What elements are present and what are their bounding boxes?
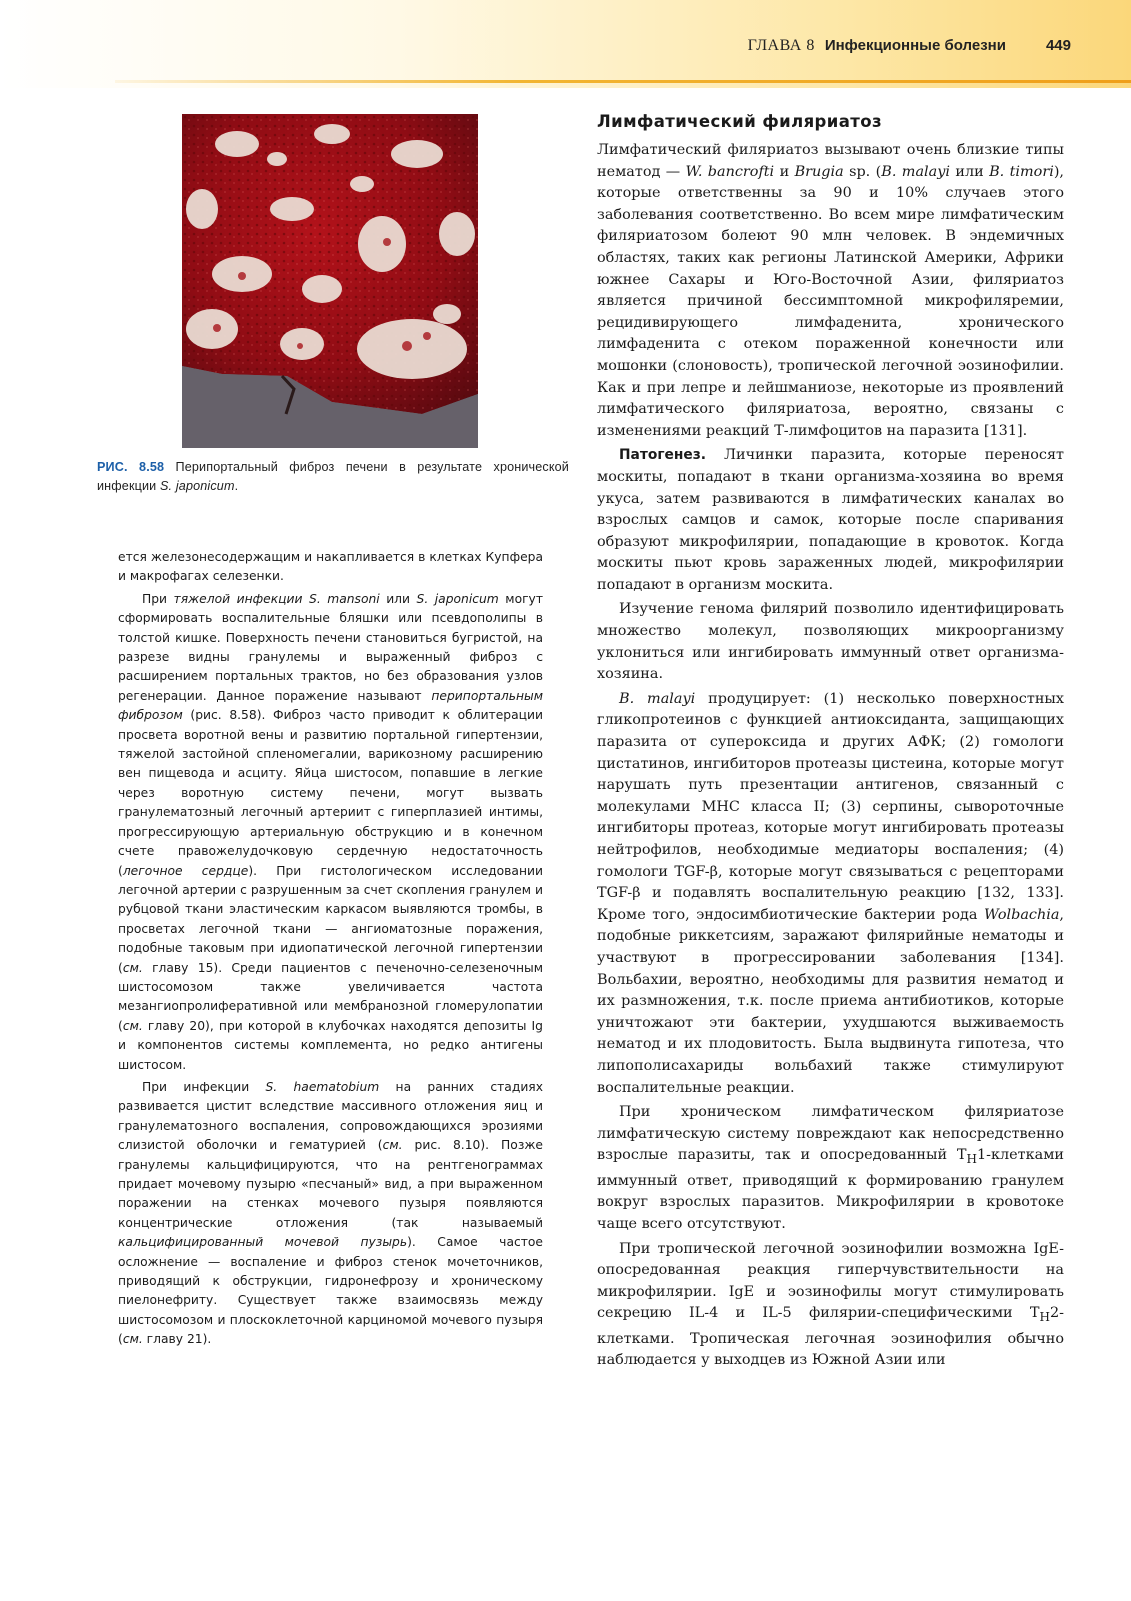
- caption-text: Перипортальный фиброз печени в результате хронической инфекции: [97, 460, 569, 493]
- right-paragraph-6: При тропической легочной эозинофилии возможна IgE-опосредованная реакция гиперчувствительности на микрофилярии. IgE и эозинофилы могут стимулировать секрецию IL-4 и IL-5 филярии-специфическими $T_H2$-клетками. Тропическая легочная эозинофилия обычно наблюдается у выходцев из Южной Азии или: [597, 1240, 1064, 1369]
- left-paragraph-1: ется железонесодержащим и накапливается в клетках Купфера и макрофагах селезенки.: [118, 550, 543, 584]
- header-rule: [115, 80, 1131, 83]
- running-head: [748, 37, 1071, 59]
- right-paragraph-3: Изучение генома филярий позволило идентифицировать множество молекул, позволяющих микроорганизму уклониться или ингибировать иммунный ответ организма-хозяина.: [597, 601, 1064, 683]
- chapter-label: ГЛАВА 8: [747, 37, 815, 54]
- figure-label: РИС. 8.58: [97, 460, 165, 474]
- right-column: [597, 110, 1064, 1372]
- caption-species: S. japonicum: [160, 479, 235, 493]
- caption-end: .: [234, 479, 239, 493]
- left-paragraph-2: При тяжелой инфекции S. mansoni или S. japonicum могут сформировать воспалительные бляшки или псевдополипы в толстой кишке. Поверхность печени становиться бугристой, на разрезе видны гранулемы и выраженный фиброз с расширением портальных трактов, но без образования узлов регенерации. Данное поражение называют перипортальным фиброзом (рис. 8.58). Фиброз часто приводит к облитерации просвета воротной вены и развитию портальной гипертензии, тяжелой застойной спленомегалии, варикозному расширению вен пищевода и асциту. Яйца шистосом, попавшие в легкие через воротную систему печени, могут вызвать гранулематозный легочный артериит с гиперплазией интимы, прогрессирующую артериальную обструкцию и в конечном счете правожелудочковую сердечную недостаточность (легочное сердце). При гистологическом исследовании легочной артерии с разрушенным за счет скопления гранулем и рубцовой ткани эластическим каркасом выявляются тромбы, в просветах легочной ткани — ангиоматозные поражения, подобные таковым при идиопатической легочной гипертензии (см. главу 15). Среди пациентов с печеночно-селезеночным шистосомозом также увеличивается частота мезангиопролиферативной или мембранозной гломерулопатии (см. главу 20), при которой в клубочках находятся депозиты Ig и компонентов системы комплемента, но редко антигены шистосом.: [118, 591, 543, 1072]
- left-column: [118, 548, 543, 1350]
- right-paragraph-4: B. malayi продуцирует: (1) несколько поверхностных гликопротеинов с функцией антиоксиданта, защищающих паразита от супероксида и других АФК; (2) гомологи цистатинов, ингибиторов протеазы цистеина, которые могут нарушать путь презентации антигенов, связанный с молекулами MHC класса II; (3) серпины, сывороточные ингибиторы протеаз, которые могут ингибировать протеазы нейтрофилов, необходимые медиаторы воспаления; (4) гомологи TGF-β, которые могут связываться с рецепторами TGF-β и подавлять воспалительную реакцию [132, 133]. Кроме того, эндосимбиотические бактерии рода Wolbachia, подобные риккетсиям, заражают филярийные нематоды и участвуют в прогрессировании заболевания [134]. Вольбахии, вероятно, необходимы для развития нематод и их размножения, т.к. после приема антибиотиков, которые уничтожают эти бактерии, ухудшаются выживаемость нематод и их плодовитость. Была выдвинута гипотеза, что липополисахариды вольбахий также стимулируют воспалительные реакции.: [597, 690, 1064, 1096]
- section-heading: Лимфатический филяриатоз: [597, 112, 882, 131]
- pathogenesis-term: Патогенез.: [619, 447, 707, 464]
- liver-specimen-photo: [182, 114, 478, 448]
- right-paragraph-2: Патогенез. Личинки паразита, которые переносят москиты, попадают в ткани организма-хозяина во время укуса, затем развиваются в лимфатических каналах во взрослых самцов и самок, которые после спаривания образуют микрофилярии, попадающие в кровоток. Когда москиты пьют кровь зараженных людей, микрофилярии попадают в организм москита.: [597, 447, 1064, 593]
- chapter-title: Инфекционные болезни: [824, 37, 1006, 54]
- figure-8-58-image: [182, 114, 478, 448]
- left-paragraph-3: При инфекции S. haematobium на ранних стадиях развивается цистит вследствие массивного отложения яиц и гранулематозного воспаления, сопровождающихся эрозиями слизистой оболочки и гематурией (см. рис. 8.10). Позже гранулемы кальцифицируются, что на рентгенограммах придает мочевому пузырю «песчаный» вид, а при выраженном поражении на стенках мочевого пузыря появляются концентрические отложения (так называемый кальцифицированный мочевой пузырь). Самое частое осложнение — воспаление и фиброз стенок мочеточников, приводящий к обструкции, гидронефрозу и хроническому пиелонефриту. Существует также взаимосвязь между шистосомозом и плоскоклеточной карциномой мочевого пузыря (см. главу 21).: [118, 1079, 543, 1347]
- right-paragraph-5: При хроническом лимфатическом филяриатозе лимфатическую систему повреждают как непосредственно взрослые паразиты, так и опосредованный $T_H1$-клетками иммунный ответ, приводящий к формированию гранулем вокруг взрослых паразитов. Микрофилярии в кровотоке чаще всего отсутствуют.: [597, 1104, 1064, 1232]
- right-paragraph-1: Лимфатический филяриатоз вызывают очень близкие типы нематод — W. bancrofti и Brugia sp. (B. malayi или B. timori), которые ответственны за 90 и 10% случаев этого заболевания соответственно. Во всем мире лимфатическим филяриатозом болеют 90 млн человек. В эндемичных областях, таких как регионы Латинской Америки, Африки южнее Сахары и Юго-Восточной Азии, филяриатоз является причиной бессимптомной микрофиляремии, рецидивирующего лимфаденита, хронического лимфаденита с отеком пораженной конечности или мошонки (слоновость), тропической легочной эозинофилии. Как и при лепре и лейшманиозе, некоторые из проявлений лимфатического филяриатоза, вероятно, связаны с изменениями реакций Т-лимфоцитов на паразита [131].: [597, 142, 1065, 439]
- page-number: 449: [1045, 37, 1071, 54]
- figure-caption: [97, 458, 569, 496]
